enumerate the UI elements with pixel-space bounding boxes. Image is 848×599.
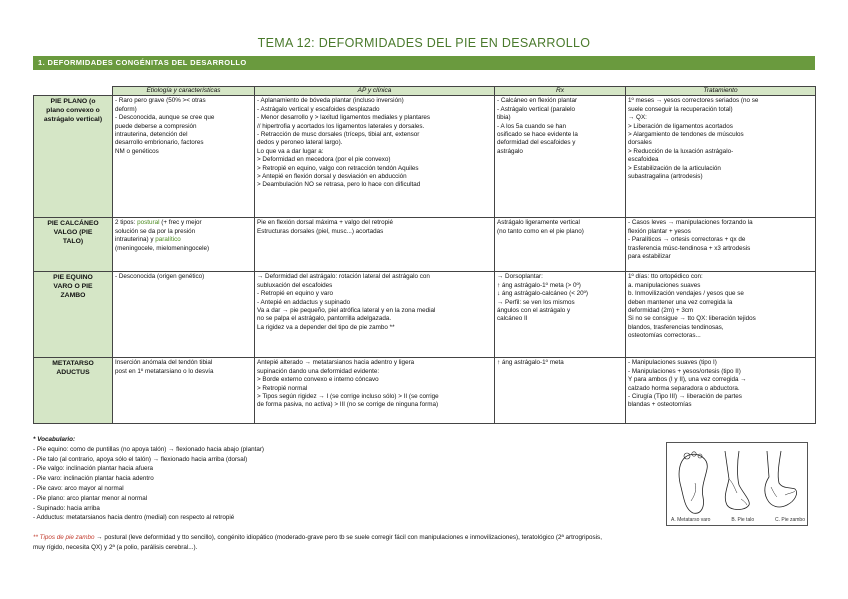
- col-header: Tratamiento: [626, 87, 816, 96]
- figure-caption: C. Pie zambo: [774, 517, 805, 523]
- footnote-text: → postural (leve deformidad y tto sencillo), congénito idiopático (moderado-grave pero tb se suele corregir fácil con manipulaciones e inmovilizaciones), teratológico (2ª artrogriposis,: [94, 534, 602, 541]
- row-label: PIE CALCÁNEO VALGO (PIE TALO): [34, 218, 113, 272]
- ap-cell: Pie en flexión dorsal máxima + valgo del retropié Estructuras dorsales (piel, musc...) acortadas: [255, 218, 495, 272]
- etiologia-cell: 2 tipos: postural (+ frec y mejor solución se da por la presión intrauterina) y paralítico (meningocele, mielomeningocele): [113, 218, 255, 272]
- rx-cell: ↑ áng astrágalo-1º meta: [495, 358, 626, 424]
- vocab-item: - Pie equino: como de puntillas (no apoya talón) → flexionado hacia abajo (plantar): [33, 445, 265, 453]
- footnote-label: ** Tipos de pie zambo: [33, 534, 95, 541]
- row-label: PIE PLANO (o plano convexo o astrágalo vertical): [34, 96, 113, 218]
- tratamiento-cell: 1º días: tto ortopédico con: a. manipulaciones suaves b. Inmovilización vendajes / yesos que se deben mantener una vez corregida la deformidad (2m) + 3cm Si no se consigue → tto QX: liberación tejidos blandos, trasferencias tendinosas, osteotomías correctoras...: [626, 272, 816, 358]
- footnote-text: muy rígido, necesita QX) y 2ª (a polio, parálisis cerebral...).: [33, 543, 198, 551]
- figure-caption: B. Pie talo: [731, 517, 755, 523]
- tratamiento-cell: - Casos leves → manipulaciones forzando la flexión plantar + yesos - Paralíticos → ortesis correctoras + qx de trasferencia músc-tendinosa + x3 artrodesis para estabilizar: [626, 218, 816, 272]
- row-label: PIE EQUINO VARO O PIE ZAMBO: [34, 272, 113, 358]
- figure-caption: A. Metatarso varo: [671, 517, 711, 523]
- table-header-row: [34, 87, 816, 96]
- etiologia-cell: - Desconocida (origen genético): [113, 272, 255, 358]
- tratamiento-cell: 1º meses → yesos correctores seriados (no se suele conseguir la recuperación total) → QX: > Liberación de ligamentos acortados > Alargamiento de tendones de músculos dorsales > Reducción de la luxación astrágalo- escafoidea > Estabilización de la articulación subastragalina (artrodesis): [626, 96, 816, 218]
- vocabulary-title: * Vocabulario:: [33, 436, 76, 443]
- figure-captions: [671, 517, 805, 523]
- vocab-item: - Pie cavo: arco mayor al normal: [33, 484, 124, 492]
- etiologia-cell: Inserción anómala del tendón tibial post en 1º metatarsiano o lo desvía: [113, 358, 255, 424]
- col-header: AP y clínica: [255, 87, 495, 96]
- vocabulary-section: [33, 435, 653, 523]
- feet-illustration: [666, 442, 808, 526]
- vocab-item: - Pie valgo: inclinación plantar hacia afuera: [33, 465, 154, 473]
- col-header: Etiología y características: [113, 87, 255, 96]
- col-header: Rx: [495, 87, 626, 96]
- feet-drawing: [667, 443, 807, 525]
- vocab-item: - Pie talo (al contrario, apoya sólo el talón) → flexionado hacia arriba (dorsal): [33, 455, 248, 463]
- footnote: [33, 533, 815, 552]
- row-label: METATARSO ADUCTUS: [34, 358, 113, 424]
- table-row: [34, 96, 816, 218]
- rx-cell: → Dorsoplantar: ↑ áng astrágalo-1º meta (> 0º) ↓ áng astrágalo-calcáneo (< 20º) → Perfil: se ven los mismos ángulos con el astrágalo y calcáneo II: [495, 272, 626, 358]
- ap-cell: → Deformidad del astrágalo: rotación lateral del astrágalo con subluxación del escafoides - Retropié en equino y varo - Antepié en addactus y supinado Va a dar → pie pequeño, piel atrófica lateral y en la zona medial no se palpa el astrágalo, pantorrilla adelgazada. La rigidez va a depender del tipo de pie zambo **: [255, 272, 495, 358]
- page-title: TEMA 12: DEFORMIDADES DEL PIE EN DESARROLLO: [257, 36, 591, 50]
- table-row: [34, 272, 816, 358]
- vocab-item: - Pie plano: arco plantar menor al normal: [33, 494, 148, 502]
- table-row: [34, 218, 816, 272]
- rx-cell: Astrágalo ligeramente vertical (no tanto como en el pie plano): [495, 218, 626, 272]
- rx-cell: - Calcáneo en flexión plantar - Astrágalo vertical (paralelo tibia) - A los 5a cuando se han osificado se hace evidente la deformidad del escafoides y astrágalo: [495, 96, 626, 218]
- table-row: [34, 358, 816, 424]
- vocab-item: - Supinado: hacia arriba: [33, 504, 100, 512]
- deformities-table: [33, 86, 816, 424]
- vocab-item: - Adductus: metatarsianos hacia dentro (medial) con respecto al retropié: [33, 514, 235, 522]
- ap-cell: - Aplanamiento de bóveda plantar (incluso inversión) - Astrágalo vertical y escafoides desplazado - Menor desarrollo y > laxitud ligamentos mediales y plantares // hipertrofia y acortados los ligamentos laterales y dorsales. - Retracción de musc dorsales (tríceps, tibial ant, extensor dedos y peroneo lateral largo). Lo que va a dar lugar a: > Deformidad en mecedora (por el pie convexo) > Retropié en equino, valgo con retracción tendón Aquiles > Antepié en flexión dorsal y desviación en abducción > Deambulación NO se retrasa, pero lo hace con dificultad: [255, 96, 495, 218]
- section-header: 1. DEFORMIDADES CONGÉNITAS DEL DESARROLLO: [33, 56, 815, 70]
- vocab-item: - Pie varo: inclinación plantar hacia adentro: [33, 475, 154, 483]
- etiologia-cell: - Raro pero grave (50% >< otras deform) - Desconocida, aunque se cree que puede deberse a compresión intrauterina, detención del desarrollo embrionario, factores NM o genéticos: [113, 96, 255, 218]
- tratamiento-cell: - Manipulaciones suaves (tipo I) - Manipulaciones + yesos/ortesis (tipo II) Y para ambos (I y II), una vez corregida → calzado horma separadora o abductora. - Cirugía (Tipo III) → liberación de partes blandas + osteotomías: [626, 358, 816, 424]
- ap-cell: Antepié alterado → metatarsianos hacia adentro y ligera supinación dando una deformidad evidente: > Borde externo convexo e interno cóncavo > Retropié normal > Tipos según rigidez → I (se corrige incluso sólo) > II (se corrige de forma pasiva, no activa) > III (no se corrige de ninguna forma): [255, 358, 495, 424]
